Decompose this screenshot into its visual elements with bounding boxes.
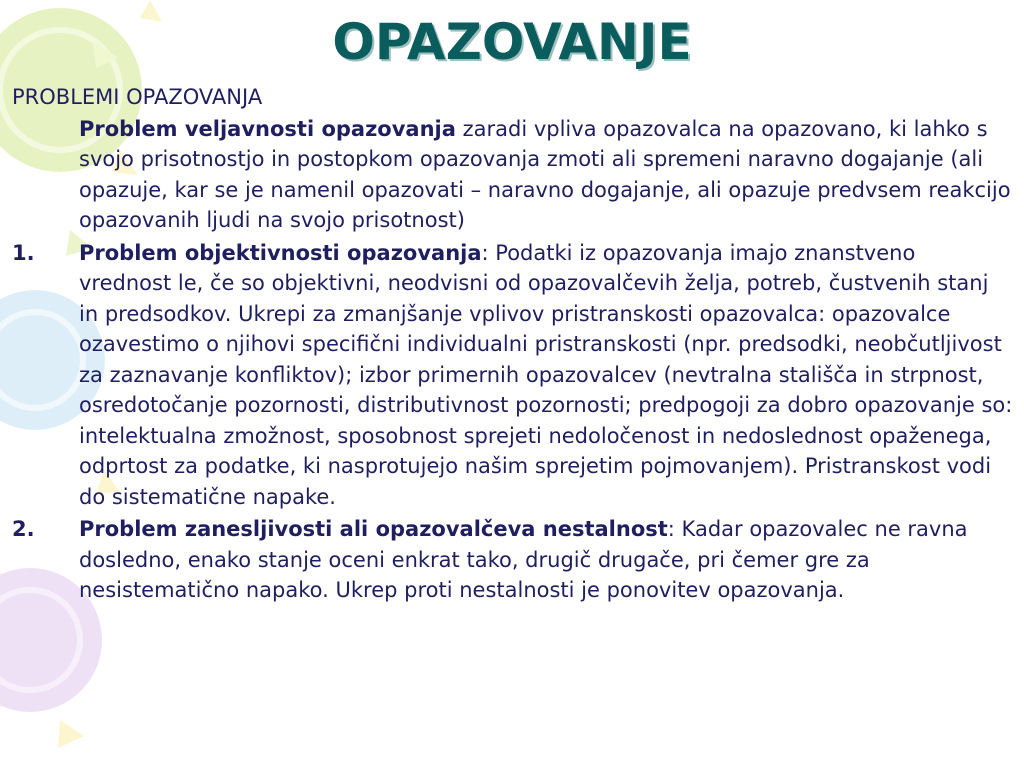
slide-content bbox=[12, 82, 1014, 608]
item-heading: Problem zanesljivosti ali opazovalčeva nestalnost bbox=[79, 517, 668, 541]
list-item bbox=[12, 238, 1014, 513]
item-separator: : bbox=[481, 240, 496, 265]
item-text: zaradi vpliva opazovalca na opazovano, ki lahko s svojo prisotnostjo in postopkom opazovanja zmoti ali spremeni naravno dogajanje (ali opazuje, kar se je namenil opazovati – naravno dogajanje, ali opazuje predvsem reakcijo opazovanih ljudi na svojo prisotnost) bbox=[79, 116, 1011, 232]
item-text: Podatki iz opazovanja imajo znanstveno vrednost le, če so objektivni, neodvisni od opazovalčevih želja, potreb, čustvenih stanj in predsodkov. Ukrepi za zmanjšanje vplivov pristranskosti opazovalca: opazovalce ozavestimo o njihovi specifični individualni pristranskosti (npr. predsodki, neobčutljivost za zaznavanje konfliktov); izbor primernih opazovalcev (nevtralna stališča in strpnost, osredotočanje pozornosti, distributivnost pozornosti; predpogoji za dobro opazovanje so: intelektualna zmožnost, sposobnost sprejeti nedoločenost in nedoslednost opaženega, odprtost za podatke, ki nasprotujejo našim sprejetim pojmovanjem). Pristranskost vodi do sistematične napake. bbox=[79, 240, 1013, 509]
item-separator bbox=[456, 117, 463, 141]
item-separator: : bbox=[667, 517, 682, 541]
item-text: Kadar opazovalec ne ravna dosledno, enako stanje oceni enkrat tako, drugič drugače, pri čemer gre za nesistematično napako. Ukrep proti nestalnosti je ponovitev opazovanja. bbox=[79, 517, 968, 602]
item-number: 2. bbox=[12, 517, 35, 541]
slide-title: OPAZOVANJE bbox=[332, 13, 692, 71]
list-item bbox=[12, 114, 1014, 236]
item-heading: Problem veljavnosti opazovanja bbox=[79, 116, 456, 141]
item-number: 1. bbox=[12, 240, 35, 265]
subheading: PROBLEMI OPAZOVANJA bbox=[12, 85, 263, 109]
item-heading: Problem objektivnosti opazovanja bbox=[79, 240, 482, 265]
list-item bbox=[12, 514, 1014, 606]
